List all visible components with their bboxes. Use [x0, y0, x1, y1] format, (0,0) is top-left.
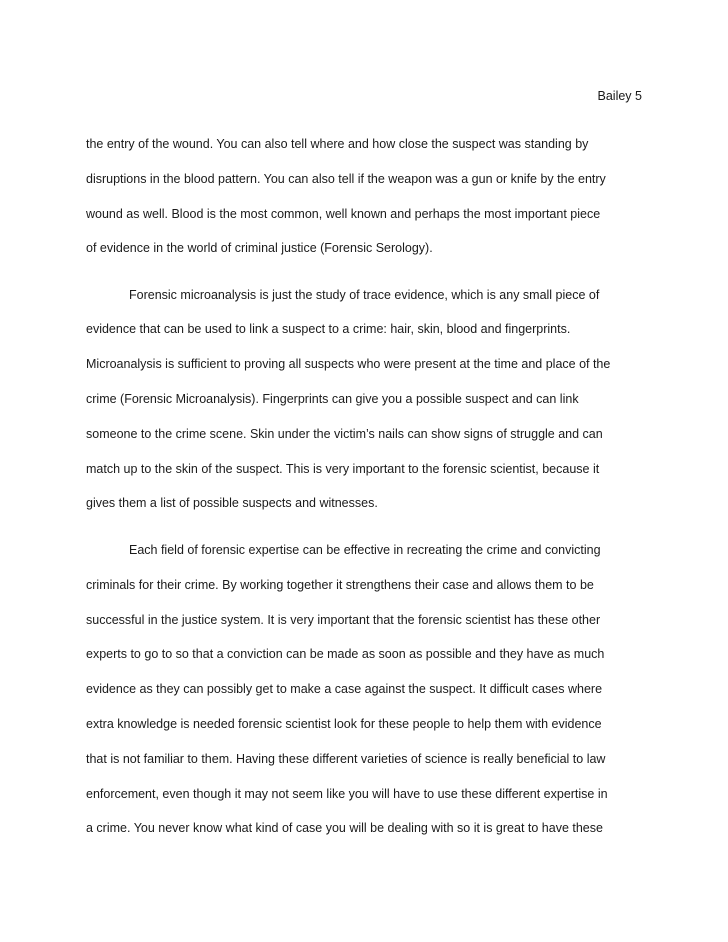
text-line: evidence that can be used to link a suspect to a crime: hair, skin, blood and fingerprints.: [86, 322, 571, 336]
text-line: a crime. You never know what kind of case you will be dealing with so it is great to have these: [86, 821, 603, 835]
text-line: wound as well. Blood is the most common, well known and perhaps the most important piece: [86, 207, 601, 221]
text-line: gives them a list of possible suspects and witnesses.: [86, 496, 378, 510]
text-line: crime (Forensic Microanalysis). Fingerprints can give you a possible suspect and can link: [86, 392, 579, 406]
text-line: someone to the crime scene. Skin under the victim’s nails can show signs of struggle and can: [86, 427, 603, 441]
text-line: extra knowledge is needed forensic scientist look for these people to help them with evidence: [86, 717, 602, 731]
text-line: experts to go to so that a conviction can be made as soon as possible and they have as much: [86, 647, 605, 661]
text-line: disruptions in the blood pattern. You can also tell if the weapon was a gun or knife by the entry: [86, 172, 606, 186]
text-line: successful in the justice system. It is very important that the forensic scientist has these other: [86, 613, 601, 627]
text-line: of evidence in the world of criminal justice (Forensic Serology).: [86, 241, 433, 255]
text-line: match up to the skin of the suspect. This is very important to the forensic scientist, because it: [86, 462, 600, 476]
paragraph-first-line: Forensic microanalysis is just the study of trace evidence, which is any small piece of: [129, 288, 600, 302]
text-line: criminals for their crime. By working together it strengthens their case and allows them to be: [86, 578, 594, 592]
text-line: Microanalysis is sufficient to proving all suspects who were present at the time and place of the: [86, 357, 611, 371]
page-header: Bailey 5: [597, 89, 642, 103]
text-line: evidence as they can possibly get to make a case against the suspect. It difficult cases where: [86, 682, 603, 696]
paragraph-first-line: Each field of forensic expertise can be effective in recreating the crime and convicting: [129, 543, 601, 557]
text-line: the entry of the wound. You can also tell where and how close the suspect was standing by: [86, 137, 589, 151]
text-line: that is not familiar to them. Having these different varieties of science is really beneficial to law: [86, 752, 606, 766]
text-line: enforcement, even though it may not seem like you will have to use these different expertise in: [86, 787, 608, 801]
